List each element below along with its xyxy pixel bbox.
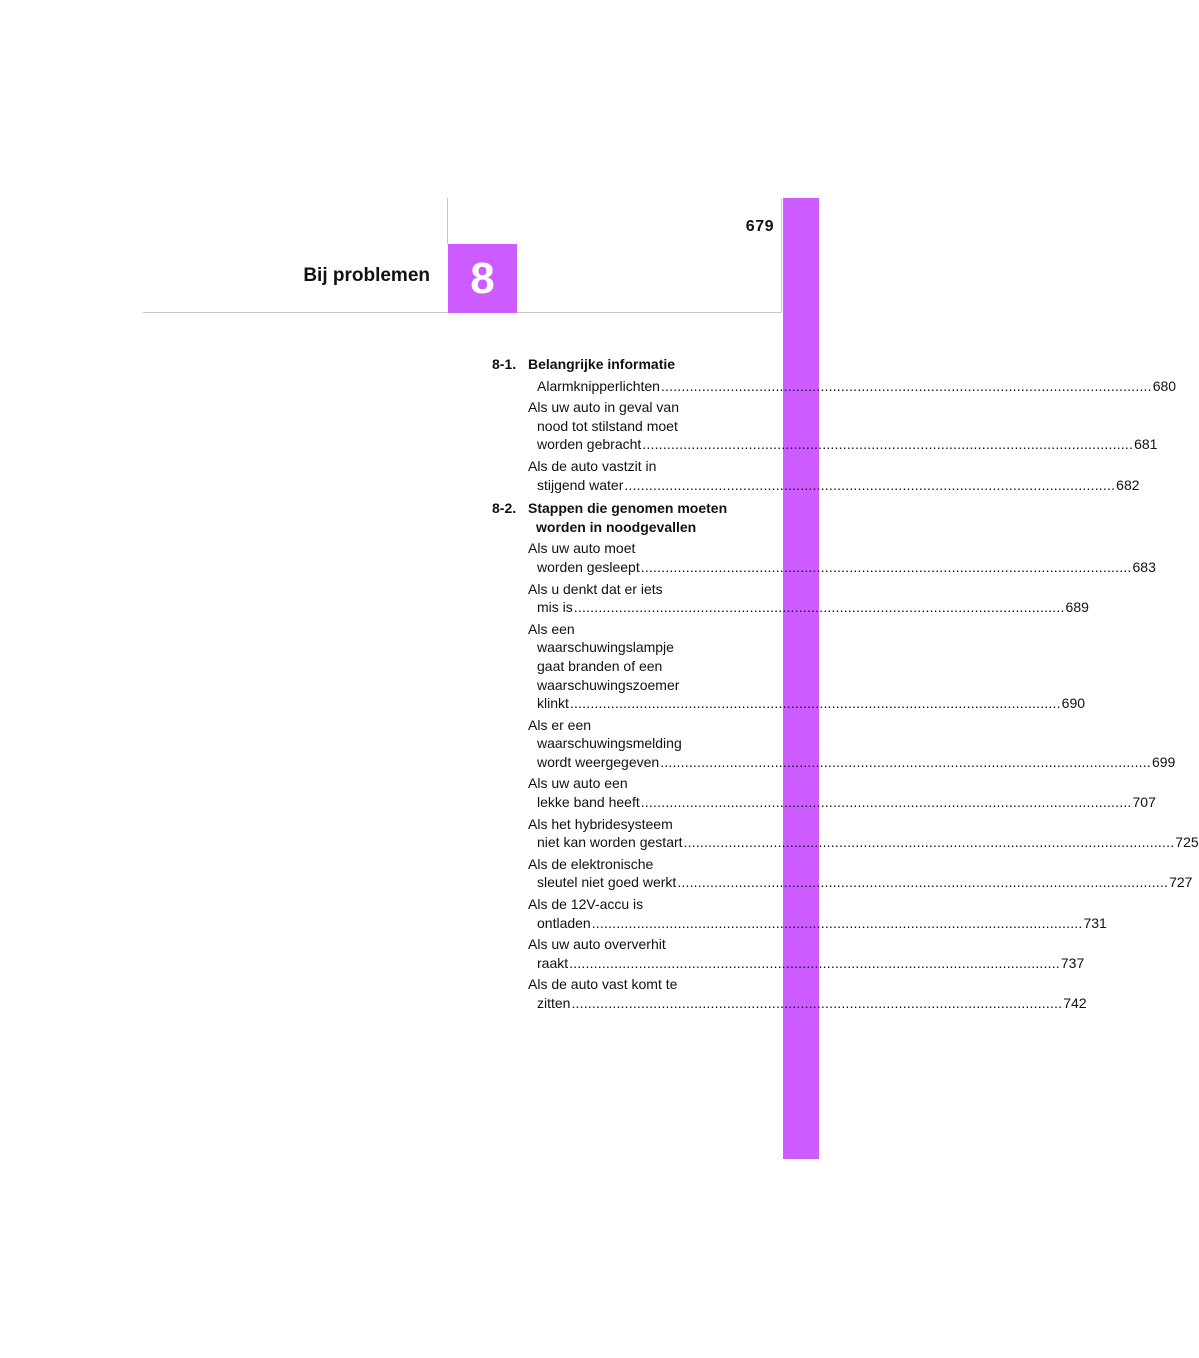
toc-entry[interactable] bbox=[528, 855, 1193, 892]
toc-entry-line: Als uw auto moet bbox=[528, 540, 636, 557]
toc-entry-line: Als uw auto oververhit bbox=[528, 936, 666, 953]
toc-entry-leader-line bbox=[537, 994, 1087, 1013]
toc-entry-leader-line bbox=[537, 954, 1085, 973]
toc-entry[interactable] bbox=[528, 975, 1087, 1012]
toc-entry[interactable] bbox=[528, 774, 1156, 811]
toc-entry-line: sleutel niet goed werkt bbox=[537, 874, 677, 891]
toc-entry-line: Als er een bbox=[528, 716, 592, 733]
toc-entry-leader-line bbox=[537, 694, 1086, 713]
toc-leader-dots: ........................................................................................................................ bbox=[569, 695, 1061, 712]
toc-page-number[interactable]: 683 bbox=[1132, 558, 1156, 575]
toc-entry-leader-line bbox=[537, 476, 1140, 495]
toc-leader-dots: ........................................................................................................................ bbox=[573, 599, 1065, 616]
toc-section-heading bbox=[492, 355, 740, 374]
toc-entry-leader-line bbox=[537, 598, 1089, 617]
toc-entry-line: raakt bbox=[537, 954, 569, 971]
toc-entry-leader-line bbox=[537, 914, 1107, 933]
toc-entry-leader-line bbox=[537, 753, 1176, 772]
toc-section bbox=[492, 355, 1177, 494]
toc-page-number[interactable]: 707 bbox=[1132, 794, 1156, 811]
toc-entry-leader-line bbox=[537, 793, 1156, 812]
toc-page-number[interactable]: 690 bbox=[1061, 695, 1086, 712]
toc-entry[interactable] bbox=[528, 539, 1156, 576]
toc-entry-line: lekke band heeft bbox=[537, 794, 640, 811]
chapter-number-badge: 8 bbox=[448, 244, 517, 313]
toc-entry-line: Als de elektronische bbox=[528, 855, 654, 872]
toc-entry[interactable] bbox=[528, 935, 1085, 972]
toc-section-title: Stappen die genomen moeten worden in noodgevallen bbox=[528, 500, 728, 535]
chapter-title: Bij problemen bbox=[303, 265, 430, 286]
toc-entry-leader-line bbox=[537, 377, 1177, 396]
toc-leader-dots: ........................................................................................................................ bbox=[660, 753, 1151, 770]
toc-entry-line: nood tot stilstand moet bbox=[537, 417, 678, 434]
chapter-side-tab bbox=[783, 198, 819, 1159]
toc-entry-line: klinkt bbox=[537, 695, 569, 712]
header-divider-vertical-left bbox=[447, 198, 448, 244]
toc-entry[interactable] bbox=[528, 398, 1158, 454]
toc-entry-line: Als de auto vastzit in bbox=[528, 457, 657, 474]
toc-entry-line: Als een bbox=[528, 620, 575, 637]
toc-entry-line: worden gesleept bbox=[537, 558, 640, 575]
page-number: 679 bbox=[745, 218, 774, 235]
toc-entry-line: mis is bbox=[537, 599, 573, 616]
toc-leader-dots: ........................................................................................................................ bbox=[569, 954, 1060, 971]
toc-entry-line: zitten bbox=[537, 995, 571, 1011]
toc-section bbox=[492, 499, 1199, 1012]
toc-leader-dots: ........................................................................................................................ bbox=[624, 476, 1116, 493]
toc-entry[interactable] bbox=[528, 457, 1140, 494]
toc-section-number: 8-1. bbox=[492, 356, 517, 372]
toc-entry-line: Als uw auto in geval van bbox=[528, 399, 679, 416]
toc-entry-line: Als de 12V-accu is bbox=[528, 896, 644, 913]
toc-entry-line: Als de auto vast komt te bbox=[528, 976, 678, 993]
toc-leader-dots: ........................................................................................................................ bbox=[571, 995, 1063, 1011]
table-of-contents bbox=[492, 355, 1199, 1018]
toc-entry-line: niet kan worden gestart bbox=[537, 834, 683, 851]
toc-entry[interactable] bbox=[528, 580, 1089, 617]
header-divider-vertical-right bbox=[781, 198, 782, 313]
toc-leader-dots: ........................................................................................................................ bbox=[642, 436, 1134, 453]
toc-page-number[interactable]: 680 bbox=[1152, 377, 1177, 394]
toc-entry[interactable] bbox=[528, 620, 1086, 713]
toc-entry-leader-line bbox=[537, 558, 1156, 577]
toc-page-number[interactable]: 742 bbox=[1063, 995, 1087, 1011]
toc-page-number[interactable]: 737 bbox=[1060, 954, 1085, 971]
toc-entry-line: waarschuwingsmelding bbox=[537, 735, 682, 752]
toc-entry-line: stijgend water bbox=[537, 476, 624, 493]
toc-page-number[interactable]: 725 bbox=[1175, 834, 1199, 851]
toc-leader-dots: ........................................................................................................................ bbox=[683, 834, 1175, 851]
toc-page-number[interactable]: 731 bbox=[1083, 914, 1107, 931]
toc-entry-line: Als uw auto een bbox=[528, 775, 628, 792]
toc-entry-leader-line bbox=[537, 833, 1199, 852]
toc-section-heading bbox=[492, 499, 740, 536]
toc-page-number[interactable]: 682 bbox=[1116, 476, 1140, 493]
toc-section-title: Belangrijke informatie bbox=[528, 356, 676, 372]
toc-page-number[interactable]: 699 bbox=[1151, 753, 1176, 770]
toc-entry-leader-line bbox=[537, 435, 1158, 454]
toc-entry-line: wordt weergegeven bbox=[537, 753, 660, 770]
toc-entry[interactable] bbox=[528, 815, 1199, 852]
toc-entry[interactable] bbox=[528, 716, 1176, 772]
toc-entry-line: Als het hybridesysteem bbox=[528, 815, 673, 832]
toc-leader-dots: ........................................................................................................................ bbox=[591, 914, 1083, 931]
toc-entry[interactable] bbox=[528, 377, 1177, 396]
toc-leader-dots: ........................................................................................................................ bbox=[677, 874, 1169, 891]
toc-section-number: 8-2. bbox=[492, 500, 517, 517]
toc-leader-dots: ........................................................................................................................ bbox=[640, 794, 1132, 811]
toc-entry-leader-line bbox=[537, 873, 1193, 892]
toc-entry[interactable] bbox=[528, 895, 1107, 932]
toc-leader-dots: ........................................................................................................................ bbox=[640, 558, 1132, 575]
toc-page-number[interactable]: 681 bbox=[1134, 436, 1158, 453]
toc-entry-line: waarschuwingslampje bbox=[537, 639, 674, 656]
toc-entry-line: waarschuwingszoemer bbox=[537, 676, 680, 693]
toc-page-number[interactable]: 689 bbox=[1065, 599, 1089, 616]
toc-entry-line: Als u denkt dat er iets bbox=[528, 580, 663, 597]
toc-entry-line: Alarmknipperlichten bbox=[537, 377, 660, 394]
toc-page-number[interactable]: 727 bbox=[1169, 874, 1193, 891]
toc-leader-dots: ........................................................................................................................ bbox=[660, 377, 1152, 394]
toc-entry-line: ontladen bbox=[537, 914, 591, 931]
toc-entry-line: worden gebracht bbox=[537, 436, 642, 453]
toc-entry-line: gaat branden of een bbox=[537, 657, 663, 674]
